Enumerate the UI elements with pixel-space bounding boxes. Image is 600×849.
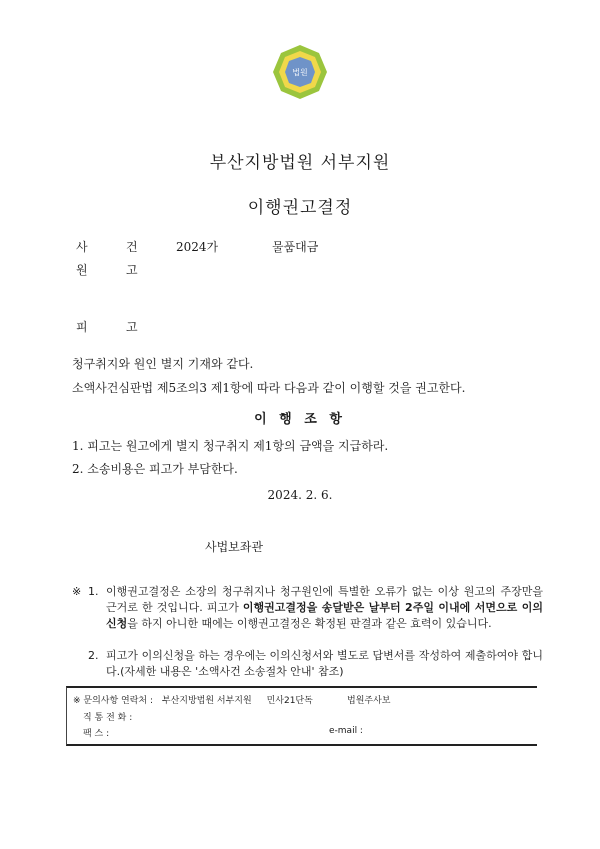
- terms-title: 이 행 조 항: [254, 412, 346, 427]
- note-mark: ※: [72, 585, 82, 598]
- case-name: 물품대금: [272, 240, 319, 254]
- case-label-1: 사: [76, 240, 88, 254]
- note-item-1: 1. 이행권고결정은 소장의 청구취지나 청구원인에 특별한 오류가 없는 이상 원고의 주장만을 근거로 한 것입니다. 피고가 이행권고결정을 송달받은 날부터 2주일 이내에 서면으로 이의신청을 하지 아니한 때에는 이행권고결정은 확정된 판결과 같은 효력이 있습니다.: [88, 585, 543, 630]
- note-item-2: 2. 피고가 이의신청을 하는 경우에는 이의신청서와 별도로 답변서를 작성하여 제출하여야 합니다.(자세한 내용은 '소액사건 소송절차 안내' 참조): [88, 649, 543, 678]
- phone-label: 직 통 전 화 :: [83, 713, 133, 723]
- seal-text: 법원: [292, 68, 308, 77]
- defendant-label-1: 피: [76, 320, 88, 334]
- contact-label: ※ 문의사항 연락처 :: [73, 696, 154, 706]
- decision-date: 2024. 2. 6.: [267, 488, 333, 502]
- term-item-2: 2. 소송비용은 피고가 부담한다.: [72, 462, 238, 476]
- email-label: e-mail :: [329, 726, 363, 736]
- plaintiff-label-2: 고: [126, 263, 138, 277]
- term-item-1: 1. 피고는 원고에게 별지 청구취지 제1항의 금액을 지급하라.: [72, 439, 389, 453]
- judicial-officer: 사법보좌관: [205, 540, 263, 554]
- fax-label: 팩 스 :: [83, 729, 110, 739]
- defendant-label-2: 고: [126, 320, 138, 334]
- contact-dept: 민사21단독: [266, 696, 313, 706]
- contact-court: 부산지방법원 서부지원: [161, 696, 252, 706]
- claim-text: 청구취지와 원인 별지 기재와 같다.: [72, 357, 254, 371]
- contact-officer: 법원주사보: [347, 696, 391, 706]
- document-title: 이행권고결정: [247, 198, 353, 218]
- case-label-2: 건: [126, 240, 138, 254]
- contact-box: [66, 686, 537, 746]
- plaintiff-label-1: 원: [76, 263, 88, 277]
- case-number: 2024가: [176, 240, 219, 254]
- recommendation-text: 소액사건심판법 제5조의3 제1항에 따라 다음과 같이 이행할 것을 권고한다.: [72, 381, 466, 395]
- court-name: 부산지방법원 서부지원: [209, 153, 391, 173]
- court-seal-icon: [271, 43, 329, 101]
